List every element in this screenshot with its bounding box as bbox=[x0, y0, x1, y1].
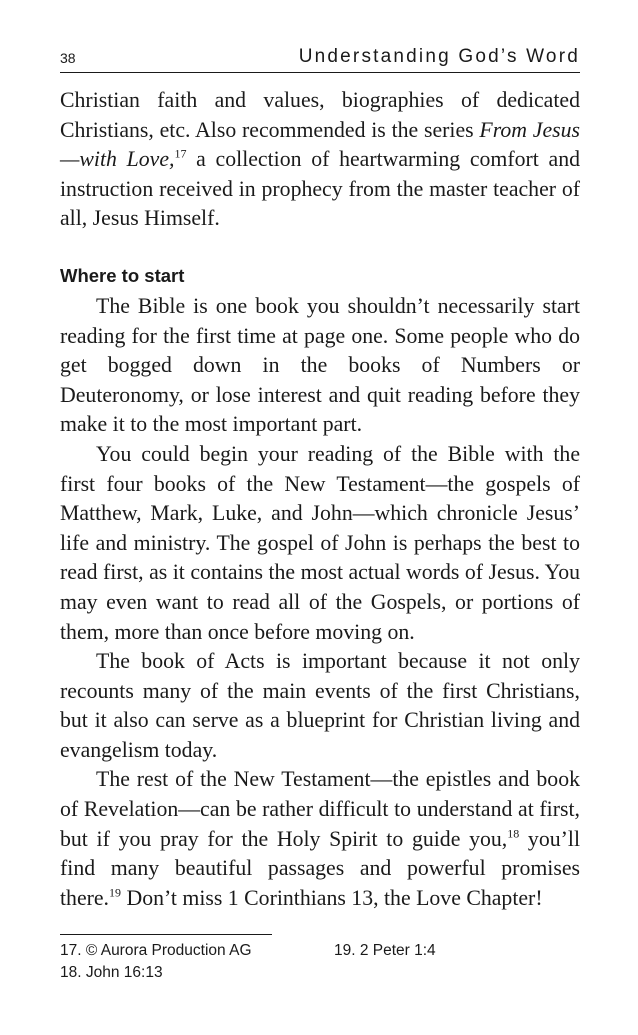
footnote-ref-17: 17 bbox=[174, 146, 187, 161]
page-number: 38 bbox=[60, 50, 76, 66]
running-title: Understanding God’s Word bbox=[298, 46, 580, 67]
page-body bbox=[60, 86, 580, 913]
intro-text-1: Christian faith and values, biographies of dedicated Christians, etc. Also recommended is the series bbox=[60, 88, 580, 142]
p4-text-1: The rest of the New Testament—the epistles and book of Revelation—can be rather difficult to understand at first, but if you pray for the Holy Spirit to guide you, bbox=[60, 767, 580, 851]
paragraph-2: You could begin your reading of the Bible with the first four books of the New Testament—the gospels of Matthew, Mark, Luke, and John—which chronicle Jesus’ life and ministry. The gospel of John is perhaps the best to read first, as it contains the most actual words of Jesus. You may even want to read all of the Gospels, or portions of them, more than once before moving on. bbox=[60, 441, 580, 644]
page-header bbox=[60, 44, 580, 73]
paragraph-3: The book of Acts is important because it not only recounts many of the main events of the first Christians, but it also can serve as a blueprint for Christian living and evangelism today. bbox=[60, 649, 580, 762]
series-title: From Jesus—with Love, bbox=[60, 117, 580, 172]
footnote-ref-18: 18 bbox=[507, 826, 520, 841]
intro-text-2: a collection of heartwarming comfort and instruction received in prophecy from the master teacher of all, Jesus Himself. bbox=[60, 147, 581, 231]
footnote-18: 18. John 16:13 bbox=[60, 964, 163, 981]
footnote-19: 19. 2 Peter 1:4 bbox=[334, 942, 436, 959]
footnote-17: 17. © Aurora Production AG bbox=[60, 942, 252, 959]
p4-text-3: Don’t miss 1 Corinthians 13, the Love Chapter! bbox=[121, 885, 543, 910]
p4-text-2: you’ll find many beautiful passages and powerful promises there. bbox=[60, 826, 581, 910]
section-heading: Where to start bbox=[60, 264, 185, 286]
paragraph-4 bbox=[60, 765, 580, 913]
footnote-divider bbox=[60, 934, 272, 935]
intro-paragraph bbox=[60, 86, 580, 234]
paragraph-1: The Bible is one book you shouldn’t necessarily start reading for the first time at page one. Some people who do get bogged down in the books of Numbers or Deuteronomy, or lose interest and quit reading before they make it to the most important part. bbox=[60, 293, 580, 437]
footnote-ref-19: 19 bbox=[109, 885, 122, 900]
